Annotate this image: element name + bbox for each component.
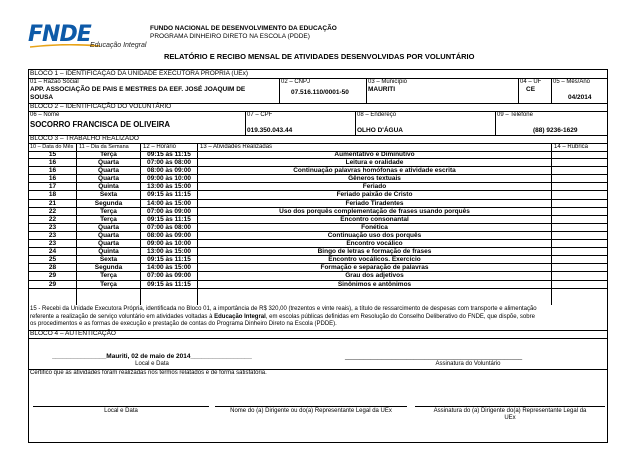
row-day: 16 <box>48 167 57 175</box>
row-day: 18 <box>48 191 57 199</box>
row-time: 09:15 às 11:15 <box>147 280 191 288</box>
table-row <box>29 208 607 216</box>
razao-social-label: 01 – Razão Social <box>30 79 79 85</box>
receipt-line-2a: referente a realização de serviço voluntário em atividades voltadas à <box>30 313 215 320</box>
row-weekday: Terça <box>100 207 117 215</box>
row-time: 14:00 às 15:00 <box>146 199 192 207</box>
row-time: 09:00 às 10:00 <box>146 175 192 183</box>
bloco2-title: BLOCO 2 – IDENTIFICAÇÃO DO VOLUNTÁRIO <box>30 103 172 110</box>
row-activity: Uso dos porquês complementação de frases usando porquês <box>279 207 470 215</box>
table-row <box>29 272 607 280</box>
uf-value: CE <box>526 86 536 93</box>
row-day: 25 <box>48 256 57 264</box>
row-weekday: Quarta <box>98 167 119 175</box>
row-activity: Formação e separação de palavras <box>320 264 429 272</box>
row-time: 07:00 às 09:00 <box>146 207 192 215</box>
row-time: 09:15 às 11:15 <box>147 191 191 199</box>
table-row <box>29 167 607 175</box>
assinatura-dirigente-label-2: UEx <box>504 415 516 421</box>
row-day: 24 <box>48 248 57 256</box>
row-activity: Encontro vocálicos. Exercício <box>328 256 421 264</box>
certifico-text: Certifico que as atividades foram realizadas nos termos relatados e de forma satisfatória. <box>30 370 267 376</box>
row-day: 29 <box>48 272 57 280</box>
row-weekday: Sexta <box>99 256 118 264</box>
row-activity: Continuação palavras homófonas e atividade escrita <box>293 167 456 175</box>
col-horario-header: 12 – Horário <box>143 144 177 150</box>
table-row <box>29 248 607 256</box>
municipio-value: MAURITI <box>368 86 396 93</box>
row-time: 07:00 às 08:00 <box>146 159 192 167</box>
nome-value: SOCORRO FRANCISCA DE OLIVEIRA <box>30 120 171 129</box>
table-row <box>29 200 607 208</box>
logo-subtitle: Educação Integral <box>90 42 147 49</box>
row-time: 07:00 às 09:00 <box>146 272 192 280</box>
table-row <box>29 281 607 289</box>
row-activity: Feriado paixão de Cristo <box>336 191 413 199</box>
table-row <box>29 240 607 248</box>
row-time: 09:00 às 10:00 <box>146 240 192 248</box>
row-activity: Encontro consonantal <box>340 215 409 223</box>
row-time: 09:15 às 11:15 <box>147 151 191 158</box>
row-weekday: Segunda <box>94 264 123 272</box>
row-activity: Feriado <box>362 183 387 191</box>
assinatura-voluntario-label: Assinatura do Voluntário <box>435 361 501 367</box>
row-activity: Leitura e oralidade <box>345 159 404 167</box>
receipt-text <box>30 306 604 329</box>
razao-social-value-2: SOUSA <box>30 94 54 101</box>
bloco1-title: BLOCO 1 – IDENTIFICAÇÃO DA UNIDADE EXECUTORA PRÓPRIA (UEx) <box>30 70 249 77</box>
receipt-line-2c: , em escolas públicas definidas em Resolução do Conselho Deliberativo do FNDE, que dispõe, sobre <box>265 313 535 320</box>
form-title: RELATÓRIO E RECIBO MENSAL DE ATIVIDADES DESENVOLVIDAS POR VOLUNTÁRIO <box>164 52 475 61</box>
row-weekday: Terça <box>100 280 117 288</box>
col-semana-header: 11 – Dia da Semana <box>79 144 129 150</box>
nome-label: 06 – Nome <box>30 112 60 118</box>
row-time: 08:00 às 09:00 <box>146 231 192 239</box>
row-time: 13:00 às 15:00 <box>146 183 192 191</box>
telefone-label: 09 – Telefone <box>497 112 533 118</box>
row-time: 13:00 às 15:00 <box>146 248 192 256</box>
cpf-label: 07 – CPF <box>247 112 273 118</box>
row-activity: Gêneros textuais <box>348 175 401 183</box>
receipt-line-1: 15 - Recebi da Unidade Executora Própria, identificada no Bloco 01, a importância de R$ 320,00 (trezentos e vinte reais), a título de ressarcimento de despesas com transporte e alimentação <box>30 306 537 312</box>
row-time: 14:00 às 15:00 <box>146 264 192 272</box>
logo-text: FNDE <box>28 22 91 47</box>
row-day: 22 <box>48 207 57 215</box>
row-day: 23 <box>48 231 57 239</box>
municipio-label: 03 – Município <box>368 79 408 85</box>
row-activity: Bingo de letras e formação de frases <box>317 248 432 256</box>
row-weekday: Sexta <box>99 191 118 199</box>
row-activity: Encontro vocálico <box>346 240 403 248</box>
local-data-label-2: Local e Data <box>104 408 138 414</box>
table-row <box>29 151 607 159</box>
local-data-value: _______________Mauriti, 02 de maio de 2014_________________ <box>52 353 252 360</box>
row-weekday: Terça <box>100 215 117 223</box>
table-row <box>29 224 607 232</box>
row-activity: Fonética <box>361 223 388 231</box>
row-time: 09:15 às 11:15 <box>147 256 191 264</box>
uf-label: 04 – UF <box>520 79 542 85</box>
table-row <box>29 159 607 167</box>
org-name: FUNDO NACIONAL DE DESENVOLVIMENTO DA EDUCAÇÃO <box>150 25 337 32</box>
table-row <box>29 264 607 272</box>
row-day: 16 <box>48 159 57 167</box>
razao-social-value: APP. ASSOCIAÇÃO DE PAIS E MESTRES DA EEF. JOSÉ JOAQUIM DE <box>30 86 246 93</box>
col-data-header: 10 – Data do Mês <box>30 144 74 150</box>
mes-ano-value: 04/2014 <box>568 94 592 101</box>
row-activity: Aumentativo e Diminutivo <box>334 151 415 158</box>
row-day: 22 <box>48 215 57 223</box>
row-day: 23 <box>48 240 57 248</box>
cnpj-label: 02 – CNPJ <box>281 79 311 85</box>
endereco-label: 08 – Endereço <box>357 112 397 118</box>
row-weekday: Quinta <box>98 183 119 191</box>
row-weekday: Terça <box>100 151 117 158</box>
row-weekday: Quarta <box>98 240 119 248</box>
endereco-value: OLHO D'ÁGUA <box>357 127 403 134</box>
bloco3-title: BLOCO 3 – TRABALHO REALIZADO <box>30 135 139 142</box>
row-weekday: Quarta <box>98 223 119 231</box>
row-activity: Feriado Tiradentes <box>345 199 404 207</box>
row-weekday: Terça <box>100 272 117 280</box>
row-weekday: Segunda <box>94 199 123 207</box>
program-name: PROGRAMA DINHEIRO DIRETO NA ESCOLA (PDDE) <box>150 33 310 40</box>
row-activity: Sinônimos e antônimos <box>337 280 412 288</box>
row-day: 16 <box>48 175 57 183</box>
row-day: 23 <box>48 223 57 231</box>
table-row <box>29 183 607 191</box>
assinatura-dirigente-label: Assinatura do (a) Dirigente do(a) Representante Legal da <box>433 408 587 414</box>
row-time: 07:00 às 08:00 <box>146 223 192 231</box>
row-day: 15 <box>48 151 57 158</box>
table-row <box>29 175 607 183</box>
nome-dirigente-label: Nome do (a) Dirigente ou do(a) Representante Legal da UEx <box>230 408 392 414</box>
table-row <box>29 256 607 264</box>
report-form <box>28 69 608 443</box>
row-weekday: Quarta <box>98 231 119 239</box>
cpf-value: 019.350.043.44 <box>247 127 293 134</box>
row-time: 08:00 às 09:00 <box>146 167 192 175</box>
fnde-logo <box>28 24 153 50</box>
mes-ano-label: 05 – Mês/Ano <box>553 79 591 85</box>
activity-table <box>29 151 607 289</box>
row-weekday: Quinta <box>98 248 119 256</box>
table-row <box>29 191 607 199</box>
assinatura-voluntario-line: _________________________________________________ <box>345 353 523 360</box>
bloco4-title: BLOCO 4 – AUTENTICAÇÃO <box>30 330 116 337</box>
receipt-line-3: os procedimentos e as formas de execução e prestação de contas do Programa Dinheiro Direto na Escola (PDDE). <box>30 321 337 328</box>
row-day: 17 <box>48 183 57 191</box>
col-atividades-header: 13 – Atividades Realizadas <box>200 144 273 150</box>
receipt-line-2 <box>30 314 604 322</box>
table-row <box>29 216 607 224</box>
row-day: 29 <box>48 280 57 288</box>
row-activity: Grau dos adjetivos <box>345 272 404 280</box>
cnpj-value: 07.516.110/0001-50 <box>291 89 349 96</box>
table-row <box>29 232 607 240</box>
row-day: 28 <box>48 264 57 272</box>
telefone-value: (88) 9236-1629 <box>533 127 578 134</box>
local-data-label: Local e Data <box>135 361 169 367</box>
row-time: 09:15 às 11:15 <box>147 215 191 223</box>
col-rubrica-header: 14 – Rubrica <box>554 144 589 150</box>
row-day: 21 <box>48 199 57 207</box>
row-weekday: Quarta <box>98 159 119 167</box>
receipt-line-2b: Educação Integral <box>214 313 266 320</box>
row-activity: Continuação uso dos porquês <box>327 231 422 239</box>
row-weekday: Quarta <box>98 175 119 183</box>
